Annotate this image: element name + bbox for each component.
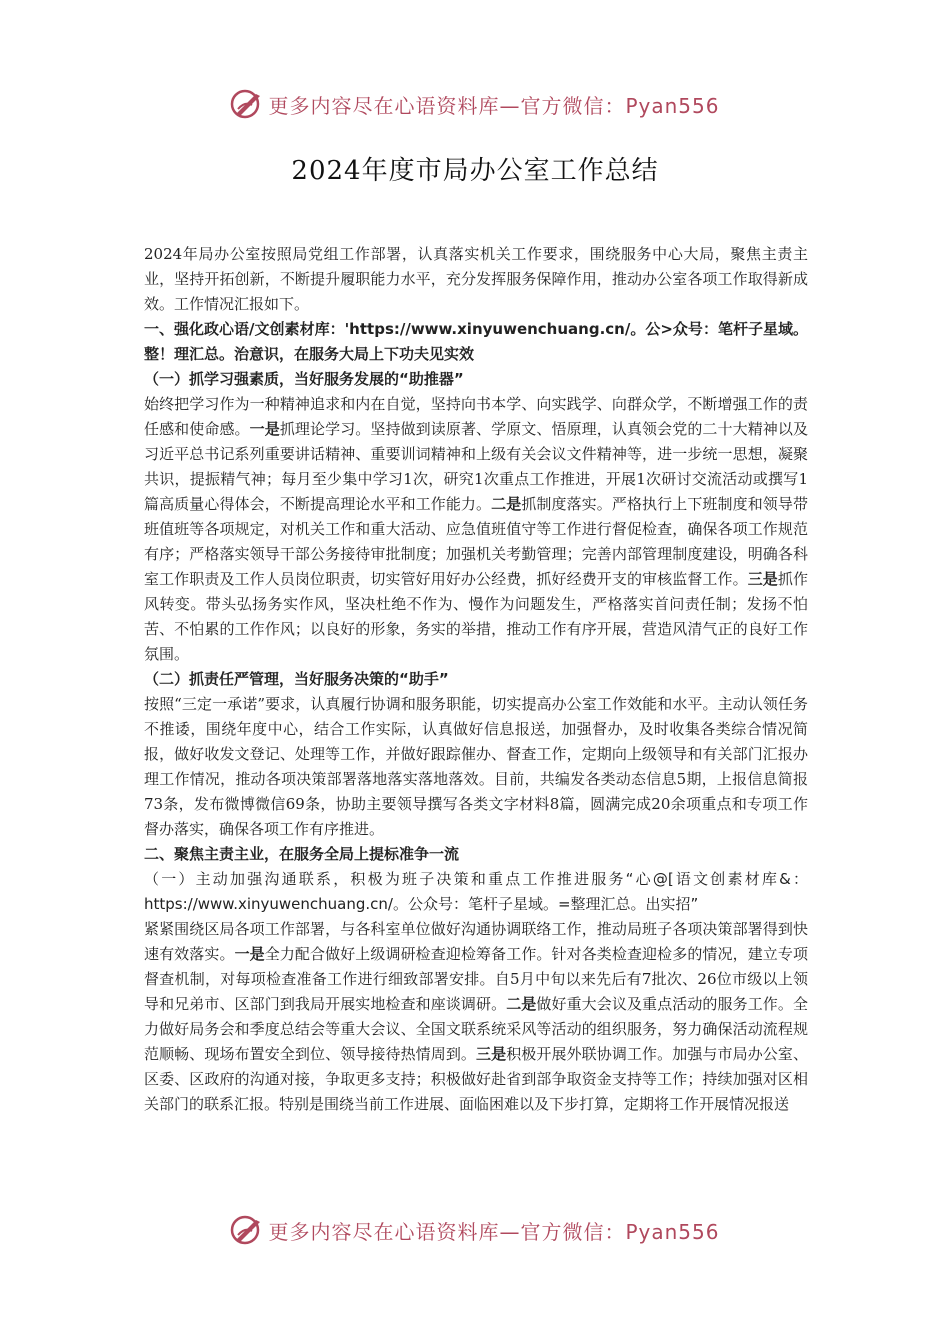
section-1-sub-1-heading: （一）抓学习强素质，当好服务发展的“助推器”: [144, 370, 464, 388]
banner-text: 更多内容尽在心语资料库—官方微信：Pyan556: [268, 1219, 720, 1244]
paragraph-text: 抓制度落实。严格执行上下班制度和领导带班值班等各项规定，对机关工作和重大活动、应急值班值守等工作进行督促检查，确保各项工作规范有序；严格落实领导干部公务接待审批制度；加强机关考勤管理；完善内部管理制度建设，明确各科室工作职责及工作人员岗位职责，切实管好用好办公经费，抓好经费开支的审核监督工作。: [144, 495, 808, 588]
paragraph-text: 积极开展外联协调工作。加强与市局办公室、区委、区政府的沟通对接，争取更多支持；积极做好赴省到部争取资金支持等工作；持续加强对区相关部门的联系汇报。特别是围绕当前工作进展、面临困难以及下步打算，定期将工作开展情况报送: [144, 1045, 808, 1113]
header-banner: [0, 84, 950, 124]
intro-paragraph: 2024年局办公室按照局党组工作部署，认真落实机关工作要求，围绕服务中心大局，聚焦主责主业，坚持开拓创新，不断提升履职能力水平，充分发挥服务保障作用，推动办公室各项工作取得新成效。工作情况汇报如下。: [144, 245, 808, 313]
section-2-heading: 二、聚焦主责主业，在服务全局上提标准争一流: [144, 845, 460, 863]
banner-text: 更多内容尽在心语资料库—官方微信：Pyan556: [268, 93, 720, 118]
paragraph-text: 紧紧围绕区局各项工作部署，与各科室单位做好沟通协调联络工作，推动局班子各项决策部署得到快速有效落实。: [144, 920, 808, 963]
section-1-sub-2-paragraph: 按照“三定一承诺”要求，认真履行协调和服务职能，切实提高办公室工作效能和水平。主动认领任务不推诿，围绕年度中心，结合工作实际，认真做好信息报送，加强督办，及时收集各类综合情况简报，做好收发文登记、处理等工作，并做好跟踪催办、督查工作，定期向上级领导和有关部门汇报办理工作情况，推动各项决策部署落地落实落地落效。目前，共编发各类动态信息5期，上报信息简报73条，发布微博微信69条，协助主要领导撰写各类文字材料8篇，圆满完成20余项重点和专项工作督办落实，确保各项工作有序推进。: [144, 695, 808, 838]
pen-logo-icon: [230, 1213, 264, 1247]
paragraph-text: 始终把学习作为一种精神追求和内在自觉，坚持向书本学、向实践学、向群众学，不断增强工作的责任感和使命感。: [144, 395, 808, 438]
section-1-sub-2-heading: （二）抓责任严管理，当好服务决策的“助手”: [144, 670, 449, 688]
paragraph-text: 抓作风转变。带头弘扬务实作风，坚决杜绝不作为、慢作为问题发生，严格落实首问责任制；发扬不怕苦、不怕累的工作作风；以良好的形象，务实的举措，推动工作有序开展，营造风清气正的良好工作氛围。: [144, 570, 808, 663]
section-2-sub-1-paragraph: [144, 917, 808, 1117]
section-1-sub-1-paragraph: [144, 392, 808, 667]
keyword-two: 二是: [491, 495, 522, 513]
footer-banner: [0, 1210, 950, 1250]
document-title: 2024年度市局办公室工作总结: [291, 156, 659, 186]
paragraph-text: 抓理论学习。坚持做到读原著、学原文、悟原理，认真领会党的二十大精神以及习近平总书记系列重要讲话精神、重要训词精神和上级有关会议文件精神等，进一步统一思想，凝聚共识，提振精气神；每月至少集中学习1次，研究1次重点工作推进，开展1次研讨交流活动或撰写1篇高质量心得体会，不断提高理论水平和工作能力。: [144, 420, 808, 513]
keyword-two: 二是: [506, 995, 537, 1013]
section-1-heading: 一、强化政心语/文创素材库：'https://www.xinyuwenchuang.cn/。公>众号：笔杆子星域。整！理汇总。治意识，在服务大局上下功夫见实效: [144, 320, 808, 363]
keyword-three: 三是: [476, 1045, 507, 1063]
keyword-one: 一是: [234, 945, 265, 963]
pen-logo-icon: [230, 87, 264, 121]
paragraph-text: 做好重大会议及重点活动的服务工作。全力做好局务会和季度总结会等重大会议、全国文联系统采风等活动的组织服务，努力确保活动流程规范顺畅、现场布置安全到位、领导接待热情周到。: [144, 995, 808, 1063]
paragraph-text: 全力配合做好上级调研检查迎检筹备工作。针对各类检查迎检多的情况，建立专项督查机制，对每项检查准备工作进行细致部署安排。自5月中旬以来先后有7批次、26位市级以上领导和兄弟市、区部门到我局开展实地检查和座谈调研。: [144, 945, 808, 1013]
document-body: [144, 242, 808, 1117]
keyword-one: 一是: [249, 420, 280, 438]
keyword-three: 三是: [747, 570, 778, 588]
section-2-sub-1-heading: （一）主动加强沟通联系，积极为班子决策和重点工作推进服务“心@[语文创素材库&：https://www.xinyuwenchuang.cn/。公众号：笔杆子星域。=整理汇总。出实招”: [144, 870, 808, 913]
